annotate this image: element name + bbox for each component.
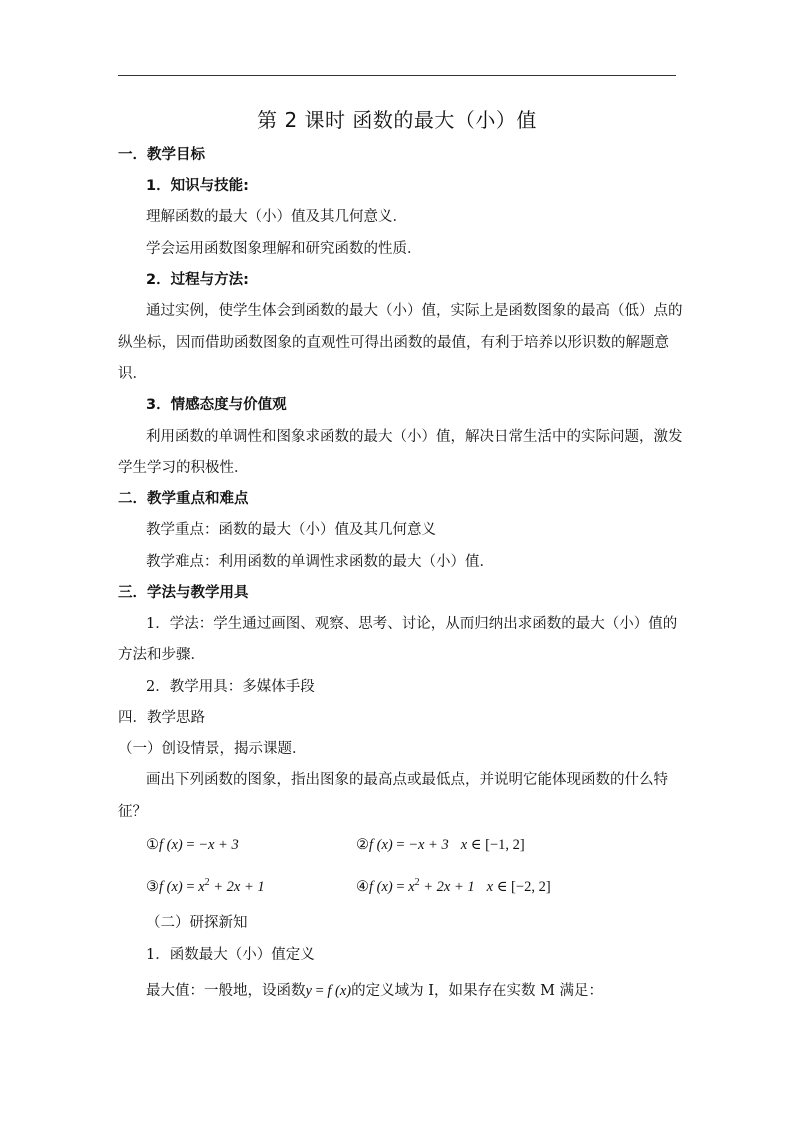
section-heading-objectives: 一．教学目标: [118, 147, 205, 163]
section-heading-teaching-approach: 四．教学思路: [118, 710, 205, 726]
subheading-attitudes-values: 3．情感态度与价值观: [146, 397, 287, 413]
formula-x: x: [198, 879, 205, 895]
formula-domain-var: x: [486, 879, 494, 895]
formula-domain: ∈ [−2, 2]: [493, 879, 551, 895]
formula-eq: =: [392, 879, 409, 895]
page-title: 第 2 课时 函数的最大（小）值: [257, 108, 537, 132]
definition-line: [146, 982, 603, 1000]
subsection-heading: （二）研探新知: [146, 915, 248, 931]
formula-fx: f (x): [159, 837, 183, 853]
subsection-heading: （一）创设情景，揭示课题．: [118, 741, 307, 757]
formula-rhs: + 2x + 1: [209, 879, 265, 895]
formula-number: ④: [356, 879, 369, 895]
formula-number: ②: [356, 837, 369, 853]
paragraph-line: 征？: [118, 804, 147, 820]
subheading-process-methods: 2．过程与方法:: [146, 272, 249, 288]
definition-text: 最大值：一般地，设函数: [146, 983, 306, 999]
formula-number: ③: [146, 879, 159, 895]
formula-y: y: [305, 983, 312, 999]
formula-fx: f (x): [369, 837, 393, 853]
formula-fx: f (x): [369, 879, 393, 895]
section-heading-methods-tools: 三．学法与教学用具: [118, 585, 249, 601]
formula-eq: =: [182, 879, 199, 895]
formula-2: [356, 836, 525, 854]
paragraph-line: 1．学法：学生通过画图、观察、思考、讨论，从而归纳出求函数的最大（小）值的: [146, 616, 678, 632]
subheading-knowledge-skills: 1．知识与技能:: [146, 178, 249, 194]
section-heading-key-points: 二．教学重点和难点: [118, 491, 249, 507]
paragraph-line: 2．教学用具：多媒体手段: [146, 679, 315, 695]
formula-fx: f (x): [159, 879, 183, 895]
paragraph-line: 画出下列函数的图象，指出图象的最高点或最低点，并说明它能体现函数的什么特: [146, 772, 668, 788]
formula-exponent: 2: [204, 877, 210, 889]
formula-1: [146, 836, 239, 854]
paragraph-line: 利用函数的单调性和图象求函数的最大（小）值，解决日常生活中的实际问题，激发: [146, 429, 683, 445]
formula-3: [146, 878, 265, 896]
formula-eq: =: [182, 837, 199, 853]
formula-number: ①: [146, 837, 159, 853]
formula-domain: ∈ [−1, 2]: [467, 837, 525, 853]
formula-eq: =: [392, 837, 409, 853]
list-item: 1．函数最大（小）值定义: [146, 947, 315, 963]
formula-exponent: 2: [414, 877, 420, 889]
formula-4: [356, 878, 551, 896]
paragraph-line: 方法和步骤．: [118, 647, 205, 663]
formula-rhs: −x + 3: [198, 837, 239, 853]
paragraph-line: 理解函数的最大（小）值及其几何意义．: [146, 209, 407, 225]
formula-rhs: −x + 3: [408, 837, 449, 853]
formula-rhs: + 2x + 1: [419, 879, 475, 895]
paragraph-line: 教学难点：利用函数的单调性求函数的最大（小）值．: [146, 554, 494, 570]
paragraph-line: 教学重点：函数的最大（小）值及其几何意义: [146, 522, 436, 538]
paragraph-line: 学会运用函数图象理解和研究函数的性质．: [146, 241, 422, 257]
formula-fx: f (x): [327, 983, 352, 999]
formula-domain-var: x: [460, 837, 468, 853]
paragraph-line: 识．: [118, 366, 147, 382]
definition-text: 的定义域为 I，如果存在实数 M 满足：: [351, 983, 604, 999]
paragraph-line: 通过实例，使学生体会到函数的最大（小）值，实际上是函数图象的最高（低）点的: [146, 303, 683, 319]
paragraph-line: 纵坐标，因而借助函数图象的直观性可得出函数的最值，有利于培养以形识数的解题意: [118, 335, 669, 351]
formula-x: x: [408, 879, 415, 895]
paragraph-line: 学生学习的积极性．: [118, 460, 249, 476]
formula-eq: =: [311, 983, 328, 999]
header-rule: [118, 75, 676, 76]
